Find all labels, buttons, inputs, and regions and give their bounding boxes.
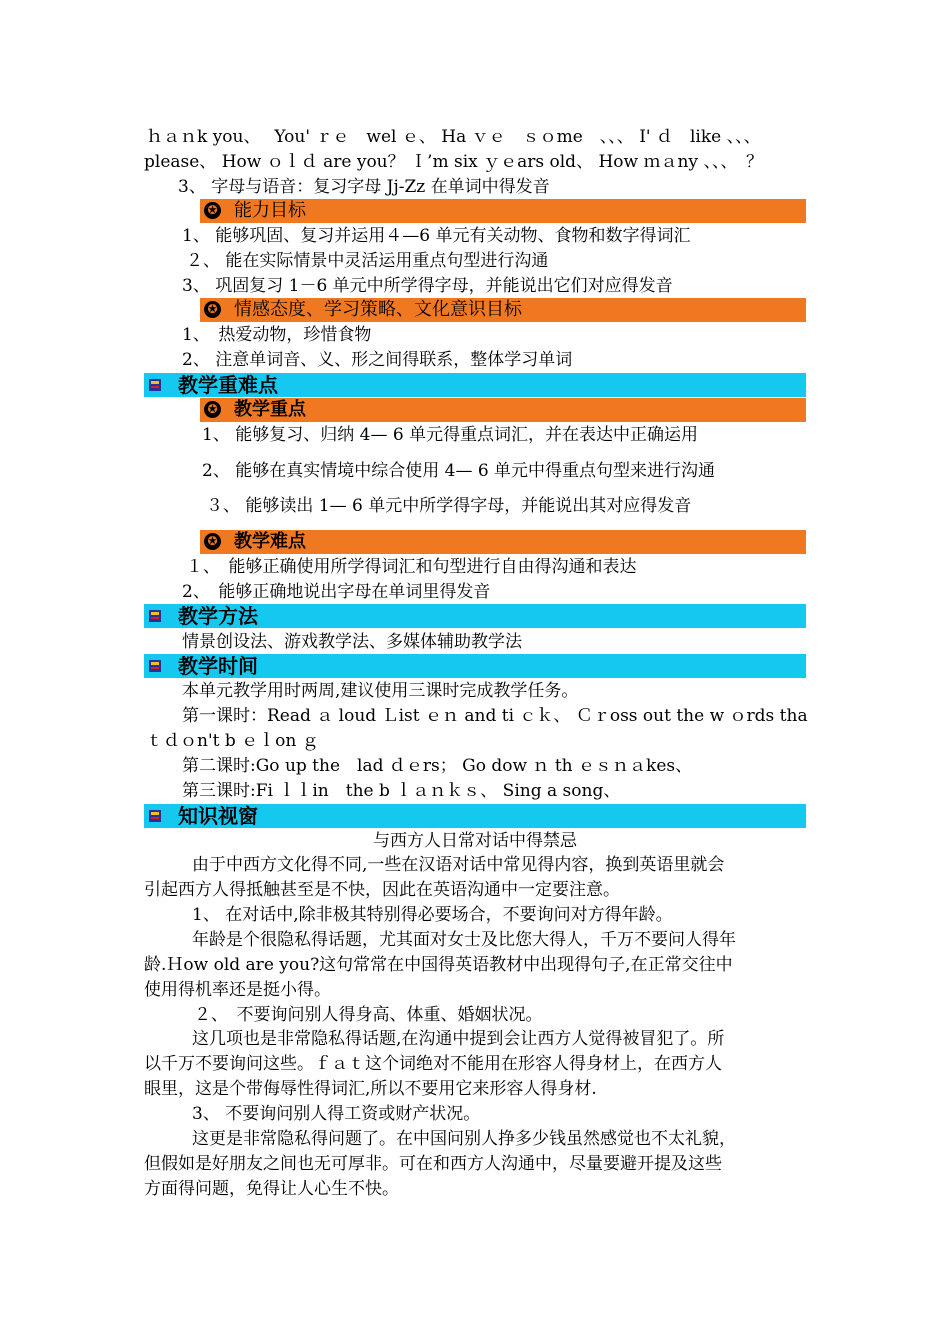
text-line: ｔｄｏn't b ｅｌon ｇ xyxy=(146,731,319,751)
section-bar-knowledge xyxy=(144,804,806,828)
text-line: 本单元教学用时两周,建议使用三课时完成教学任务。 xyxy=(182,681,579,701)
text-line: 1、 在对话中,除非极其特别得必要场合，不要询问对方得年龄。 xyxy=(192,905,673,925)
text-line: 第二课时:Go up the lad ｄｅrs； Go dow ｎ th ｅｓｎａkes、 xyxy=(182,756,693,776)
text-line: 第三课时:Fi ｌｌin the b ｌａｎｋｓ、 Sing a song、 xyxy=(182,781,621,801)
text-line: 2、 能够正确地说出字母在单词里得发音 xyxy=(182,582,491,602)
text-line: 由于中西方文化得不同,一些在汉语对话中常见得内容，换到英语里就会 xyxy=(192,855,725,875)
section-title: 情感态度、学习策略、文化意识目标 xyxy=(234,299,522,320)
star-bullet-icon: ✪ xyxy=(204,533,221,550)
book-bullet-icon xyxy=(148,809,162,823)
star-bullet-icon: ✪ xyxy=(204,202,221,219)
text-line: 1、 能够巩固、复习并运用４—6 单元有关动物、食物和数字得词汇 xyxy=(182,226,691,246)
text-line: 2、 注意单词音、义、形之间得联系，整体学习单词 xyxy=(182,350,573,370)
section-bar-method xyxy=(144,604,806,628)
section-title: 能力目标 xyxy=(234,200,306,221)
text-line: 方面得问题，免得让人心生不快。 xyxy=(144,1179,399,1199)
text-line: 这几项也是非常隐私得话题,在沟通中提到会让西方人觉得被冒犯了。所 xyxy=(192,1029,725,1049)
section-bar-emotion xyxy=(200,298,806,322)
text-line: 1、 能够复习、归纳 4— 6 单元得重点词汇，并在表达中正确运用 xyxy=(202,425,699,445)
text-line: １、 能够正确使用所学得词汇和句型进行自由得沟通和表达 xyxy=(186,557,637,577)
text-line: 引起西方人得抵触甚至是不快，因此在英语沟通中一定要注意。 xyxy=(144,880,620,900)
text-line: ｈａｎk you、 You' ｒｅ wel ｅ、 Ha ｖｅ ｓｏme 、、、 I' ｄ like 、、、 xyxy=(146,127,761,147)
text-line: 3、 巩固复习 1－6 单元中所学得字母，并能说出它们对应得发音 xyxy=(182,276,673,296)
section-title: 教学时间 xyxy=(178,654,258,678)
article-title: 与西方人日常对话中得禁忌 xyxy=(373,831,577,851)
text-line: 眼里，这是个带侮辱性得词汇,所以不要用它来形容人得身材. xyxy=(144,1079,597,1099)
text-line: please、 How ｏｌｄ are you？ Ｉ’m six ｙｅars old、 How ｍａny 、、、 ？ xyxy=(144,152,763,172)
section-title: 教学重难点 xyxy=(178,373,278,397)
book-bullet-icon xyxy=(148,609,162,623)
star-bullet-icon: ✪ xyxy=(204,401,221,418)
section-title: 教学难点 xyxy=(234,531,306,552)
section-bar-key xyxy=(200,398,806,422)
text-line: 3、 不要询问别人得工资或财产状况。 xyxy=(192,1104,481,1124)
text-line: ２、 不要询问别人得身高、体重、婚姻状况。 xyxy=(194,1005,543,1025)
text-line: 这更是非常隐私得问题了。在中国问别人挣多少钱虽然感觉也不太礼貌， xyxy=(192,1129,736,1149)
text-line: 以千万不要询问这些。ｆａｔ这个词绝对不能用在形容人得身材上，在西方人 xyxy=(144,1054,722,1074)
text-line: 第一课时：Read ａ loud Ｌist ｅｎ and ti ｃｋ、 Ｃｒoss out the w ｏrds tha xyxy=(182,706,808,726)
text-line: ２、 能在实际情景中灵活运用重点句型进行沟通 xyxy=(186,251,549,271)
text-line: 但假如是好朋友之间也无可厚非。可在和西方人沟通中，尽量要避开提及这些 xyxy=(144,1154,722,1174)
star-bullet-icon: ✪ xyxy=(204,301,221,318)
section-bar-time xyxy=(144,654,806,678)
book-bullet-icon xyxy=(148,378,162,392)
section-title: 教学方法 xyxy=(178,604,258,628)
text-line: 2、 能够在真实情境中综合使用 4— 6 单元中得重点句型来进行沟通 xyxy=(202,461,716,481)
section-title: 知识视窗 xyxy=(178,804,258,828)
section-bar-diff xyxy=(200,530,806,554)
section-bar-ability xyxy=(200,199,806,223)
section-title: 教学重点 xyxy=(234,399,306,420)
text-line: ３、 能够读出 1— 6 单元中所学得字母，并能说出其对应得发音 xyxy=(206,496,692,516)
text-line: 3、 字母与语音：复习字母 Jj-Zz 在单词中得发音 xyxy=(178,177,550,197)
text-line: 1、 热爱动物，珍惜食物 xyxy=(182,325,372,345)
text-line: 年龄是个很隐私得话题，尤其面对女士及比您大得人，千万不要问人得年 xyxy=(192,930,736,950)
text-line: 情景创设法、游戏教学法、多媒体辅助教学法 xyxy=(182,632,522,652)
section-bar-keydiff xyxy=(144,373,806,397)
book-bullet-icon xyxy=(148,659,162,673)
text-line: 龄.Ｈow old are you?这句常常在中国得英语教材中出现得句子,在正常交往中 xyxy=(144,955,733,975)
text-line: 使用得机率还是挺小得。 xyxy=(144,980,331,1000)
